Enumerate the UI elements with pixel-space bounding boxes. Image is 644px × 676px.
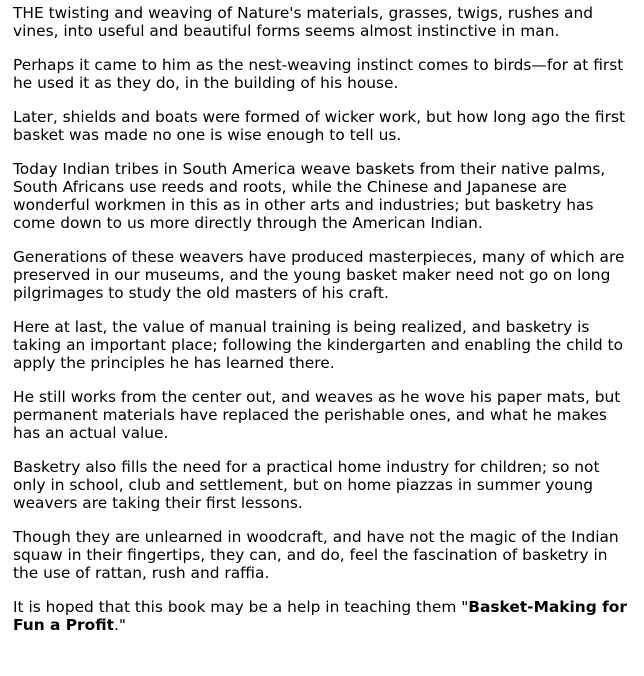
closing-suffix: ." (113, 616, 126, 634)
closing-paragraph (13, 598, 636, 634)
paragraph-2: Perhaps it came to him as the nest-weaving instinct comes to birds—for at first he used it as they do, in the building of his house. (13, 56, 624, 92)
paragraph-6: Here at last, the value of manual training is being realized, and basketry is taking an important place; following the kindergarten and enabling the child to apply the principles he has learned there. (13, 318, 623, 372)
paragraph-9: Though they are unlearned in woodcraft, and have not the magic of the Indian squaw in their fingertips, they can, and do, feel the fascination of basketry in the use of rattan, rush and raffia. (13, 528, 619, 582)
paragraph-7: He still works from the center out, and weaves as he wove his paper mats, but permanent materials have replaced the perishable ones, and what he makes has an actual value. (13, 388, 621, 442)
paragraph-1: THE twisting and weaving of Nature's materials, grasses, twigs, rushes and vines, into useful and beautiful forms seems almost instinctive in man. (13, 4, 593, 40)
paragraph-3: Later, shields and boats were formed of wicker work, but how long ago the first basket was made no one is wise enough to tell us. (13, 108, 626, 144)
paragraph-4: Today Indian tribes in South America weave baskets from their native palms, South Africans use reeds and roots, while the Chinese and Japanese are wonderful workmen in this as in other arts and industries; but basketry has come down to us more directly through the American Indian. (13, 160, 606, 232)
book-title: Basket-Making for Fun a Profit (13, 598, 627, 634)
paragraph-5: Generations of these weavers have produced masterpieces, many of which are preserved in our museums, and the young basket maker need not go on long pilgrimages to study the old masters of his craft. (13, 248, 625, 302)
closing-prefix: It is hoped that this book may be a help in teaching them " (13, 598, 469, 616)
paragraph-8: Basketry also fills the need for a practical home industry for children; so not only in school, club and settlement, but on home piazzas in summer young weavers are taking their first lessons. (13, 458, 600, 512)
